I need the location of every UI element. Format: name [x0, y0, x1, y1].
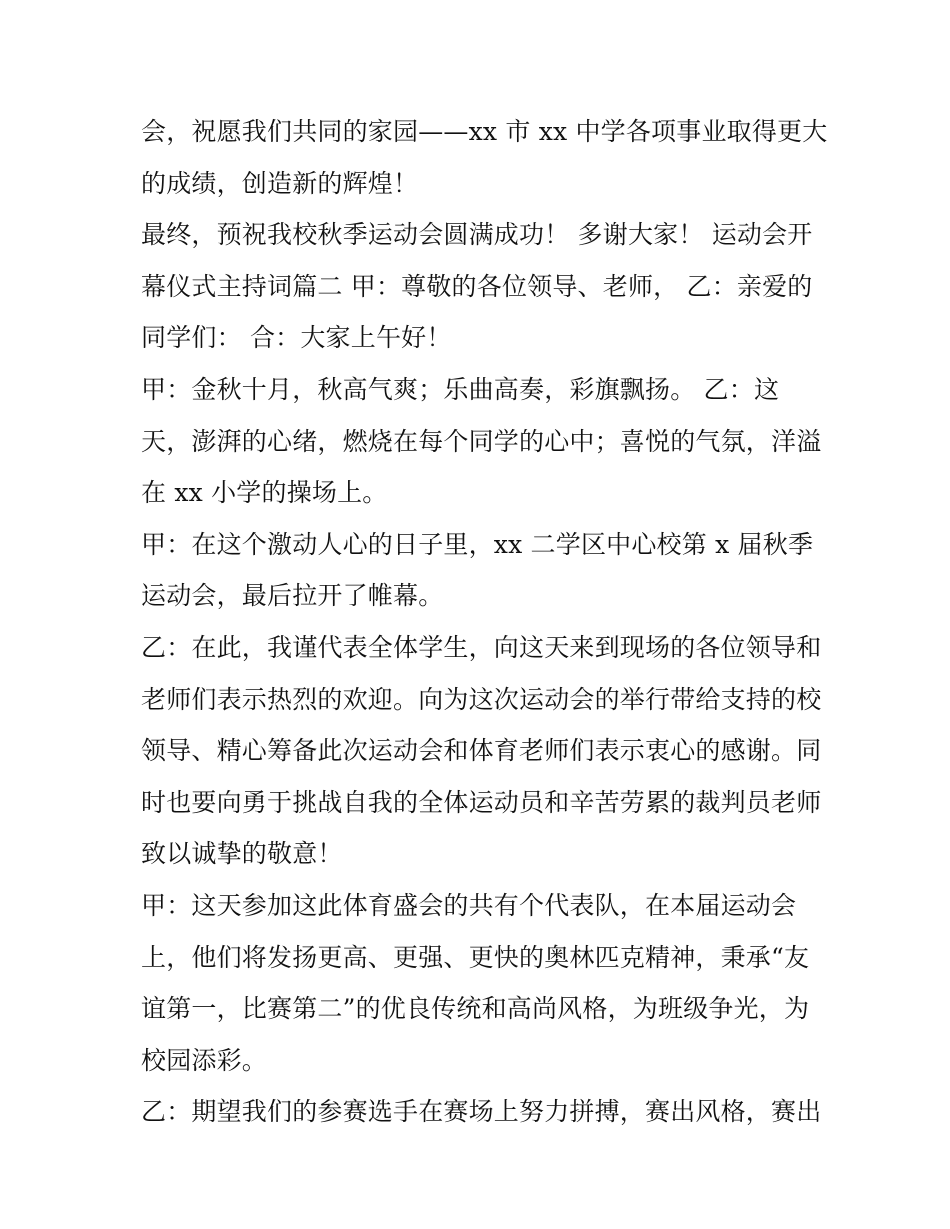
text-line: 时也要向勇于挑战自我的全体运动员和辛苦劳累的裁判员老师	[141, 787, 822, 817]
document-text-body	[141, 106, 828, 1138]
text-line: 甲：在这个激动人心的日子里，xx 二学区中心校第 x 届秋季	[141, 529, 814, 559]
text-line: 最终，预祝我校秋季运动会圆满成功！ 多谢大家！ 运动会开	[141, 220, 813, 250]
text-line: 致以诚挚的敬意！	[141, 839, 343, 869]
text-line: 领导、精心筹备此次运动会和体育老师们表示衷心的感谢。同	[141, 736, 822, 766]
text-line: 甲：这天参加这此体育盛会的共有个代表队，在本届运动会	[141, 890, 797, 920]
text-line: 同学们： 合：大家上午好！	[141, 323, 452, 353]
text-line: 天，澎湃的心绪，燃烧在每个同学的心中；喜悦的气氛，洋溢	[141, 426, 822, 456]
text-line: 甲：金秋十月，秋高气爽；乐曲高奏，彩旗飘扬。 乙：这	[141, 374, 780, 404]
text-line: 老师们表示热烈的欢迎。向为这次运动会的举行带给支持的校	[141, 684, 822, 714]
text-line: 乙：在此，我谨代表全体学生，向这天来到现场的各位领导和	[141, 632, 822, 662]
text-line: 谊第一，比赛第二”的优良传统和高尚风格，为班级争光，为	[141, 994, 810, 1024]
text-line: 的成绩，创造新的辉煌！	[141, 168, 419, 198]
text-line: 幕仪式主持词篇二 甲：尊敬的各位领导、老师， 乙：亲爱的	[141, 271, 813, 301]
text-line: 校园添彩。	[141, 1045, 268, 1075]
text-line: 在 xx 小学的操场上。	[141, 478, 388, 508]
text-line: 乙：期望我们的参赛选手在赛场上努力拼搏，赛出风格，赛出	[141, 1097, 822, 1127]
text-line: 上，他们将发扬更高、更强、更快的奥林匹克精神，秉承“友	[141, 942, 810, 972]
text-line: 运动会，最后拉开了帷幕。	[141, 581, 444, 611]
text-line: 会，祝愿我们共同的家园——xx 市 xx 中学各项事业取得更大	[141, 117, 828, 146]
